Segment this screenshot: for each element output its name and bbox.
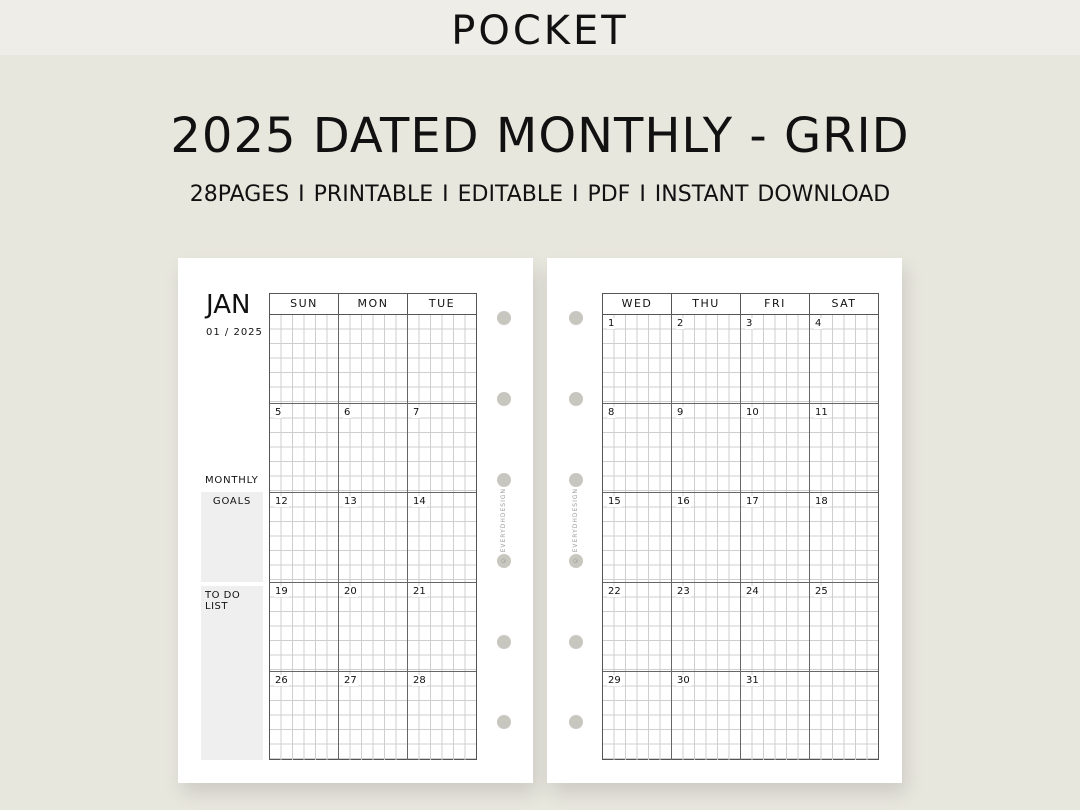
day-number: 18 <box>815 496 828 508</box>
day-cell[interactable] <box>603 672 671 760</box>
day-number: 16 <box>677 496 690 508</box>
day-cell[interactable] <box>740 493 809 581</box>
binder-hole <box>497 635 511 649</box>
left-planner-page <box>178 258 533 783</box>
week-row <box>270 492 476 581</box>
goals-label-line2: GOALS <box>212 496 252 507</box>
day-cell[interactable] <box>270 583 338 671</box>
week-row <box>603 315 878 403</box>
copyright-text: © EVERYDHDESIGN <box>572 488 579 564</box>
week-row <box>270 403 476 492</box>
day-cell[interactable] <box>338 315 407 403</box>
day-cell[interactable] <box>338 583 407 671</box>
day-cell[interactable] <box>407 493 476 581</box>
day-cell[interactable] <box>270 672 338 760</box>
week-rows <box>603 315 878 760</box>
day-number: 11 <box>815 407 828 419</box>
day-cell[interactable] <box>407 672 476 760</box>
day-cell[interactable] <box>671 672 740 760</box>
todo-box <box>201 586 263 760</box>
day-cell[interactable] <box>603 493 671 581</box>
weekday-header: MON <box>338 294 407 314</box>
day-cell[interactable] <box>809 672 878 760</box>
day-number: 12 <box>275 496 288 508</box>
day-number: 6 <box>344 407 351 419</box>
day-number: 21 <box>413 585 426 597</box>
copyright-text: © EVERYDHDESIGN <box>500 488 507 564</box>
day-number: 5 <box>275 407 282 419</box>
day-cell[interactable] <box>407 404 476 492</box>
day-cell[interactable] <box>671 315 740 403</box>
day-number: 3 <box>746 318 753 329</box>
binder-hole <box>497 392 511 406</box>
day-number: 22 <box>608 585 621 597</box>
day-number: 31 <box>746 674 759 686</box>
day-number: 13 <box>344 496 357 508</box>
day-cell[interactable] <box>603 315 671 403</box>
day-number: 24 <box>746 585 759 597</box>
day-number: 25 <box>815 585 828 597</box>
day-number: 8 <box>608 407 615 419</box>
day-number: 9 <box>677 407 684 419</box>
day-number: 14 <box>413 496 426 508</box>
weekday-header-row <box>603 294 878 315</box>
week-row <box>603 492 878 581</box>
calendar-grid-left <box>269 293 477 760</box>
day-cell[interactable] <box>603 404 671 492</box>
day-cell[interactable] <box>809 404 878 492</box>
day-cell[interactable] <box>338 404 407 492</box>
day-number: 17 <box>746 496 759 508</box>
day-cell[interactable] <box>270 315 338 403</box>
week-row <box>603 403 878 492</box>
weekday-header: SAT <box>809 294 878 314</box>
day-cell[interactable] <box>603 583 671 671</box>
top-banner <box>0 0 1080 55</box>
month-name: JAN <box>206 290 251 320</box>
month-date: 01 / 2025 <box>206 327 263 338</box>
goals-label-line1: MONTHLY <box>205 475 259 486</box>
todo-label: TO DO LIST <box>205 590 241 612</box>
day-cell[interactable] <box>809 583 878 671</box>
binder-hole <box>569 635 583 649</box>
day-cell[interactable] <box>407 315 476 403</box>
day-number: 19 <box>275 585 288 597</box>
week-row <box>270 582 476 671</box>
day-number: 2 <box>677 318 684 329</box>
day-cell[interactable] <box>809 315 878 403</box>
goals-box <box>201 492 263 582</box>
weekday-header: SUN <box>290 297 318 310</box>
monthly-goals-label <box>201 475 263 486</box>
weekday-header: THU <box>671 294 740 314</box>
day-number: 23 <box>677 585 690 597</box>
binder-hole <box>569 392 583 406</box>
day-cell[interactable] <box>338 672 407 760</box>
week-row <box>603 671 878 760</box>
binder-hole <box>569 473 583 487</box>
day-cell[interactable] <box>740 672 809 760</box>
binder-hole <box>569 715 583 729</box>
day-number: 29 <box>608 674 621 686</box>
weekday-header-row <box>270 294 476 315</box>
right-planner-page <box>547 258 902 783</box>
day-cell[interactable] <box>671 404 740 492</box>
weekday-header: WED <box>621 297 653 310</box>
product-subtitle: 28PAGES I PRINTABLE I EDITABLE I PDF I INSTANT DOWNLOAD <box>189 182 891 207</box>
day-number: 28 <box>413 674 426 686</box>
binder-hole <box>497 715 511 729</box>
day-cell[interactable] <box>407 583 476 671</box>
day-number: 7 <box>413 407 420 419</box>
day-number: 27 <box>344 674 357 686</box>
week-row <box>603 582 878 671</box>
day-cell[interactable] <box>740 315 809 403</box>
day-cell[interactable] <box>809 493 878 581</box>
binder-hole <box>569 311 583 325</box>
day-number: 10 <box>746 407 759 419</box>
banner-label: POCKET <box>451 8 629 54</box>
day-cell[interactable] <box>671 493 740 581</box>
week-rows <box>270 315 476 760</box>
binder-hole <box>497 473 511 487</box>
week-row <box>270 671 476 760</box>
day-number: 4 <box>815 318 822 329</box>
day-number: 1 <box>608 318 615 329</box>
week-row <box>270 315 476 403</box>
day-number: 15 <box>608 496 621 508</box>
day-cell[interactable] <box>270 404 338 492</box>
day-number: 20 <box>344 585 357 597</box>
weekday-header: TUE <box>407 294 476 314</box>
day-cell[interactable] <box>270 493 338 581</box>
day-cell[interactable] <box>740 583 809 671</box>
day-cell[interactable] <box>740 404 809 492</box>
weekday-header: FRI <box>740 294 809 314</box>
day-number: 30 <box>677 674 690 686</box>
calendar-grid-right <box>602 293 879 760</box>
binder-hole <box>497 311 511 325</box>
day-cell[interactable] <box>338 493 407 581</box>
product-title: 2025 DATED MONTHLY - GRID <box>170 108 910 164</box>
day-cell[interactable] <box>671 583 740 671</box>
day-number: 26 <box>275 674 288 686</box>
